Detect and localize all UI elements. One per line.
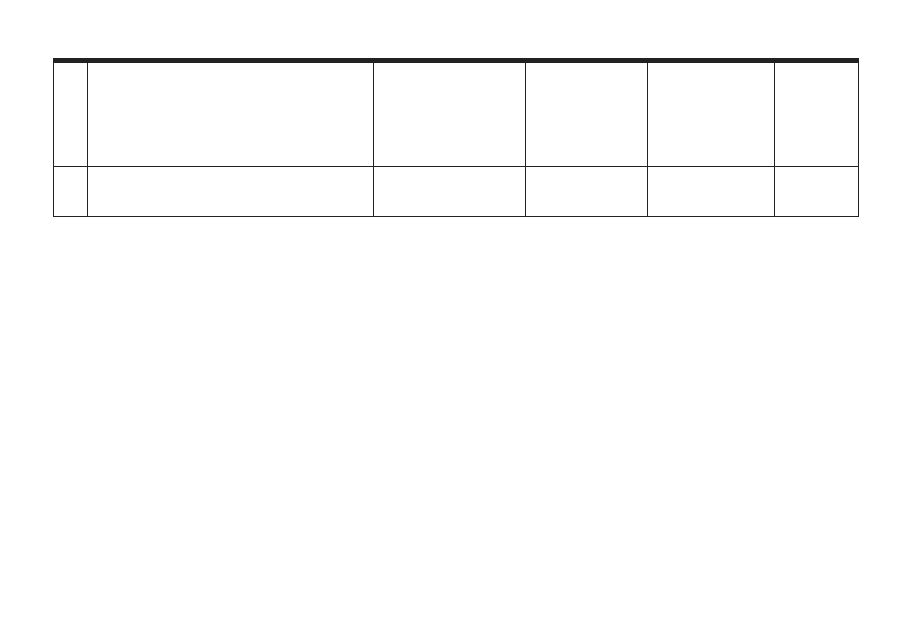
value-col-d (775, 167, 859, 217)
qty-col-c (648, 167, 775, 217)
qty-col-a (374, 167, 526, 217)
row-number (54, 167, 88, 217)
equipment-name (88, 167, 374, 217)
qty-col-b (526, 63, 648, 167)
equipment-name (88, 63, 374, 167)
section-4-extra (54, 63, 859, 217)
equipment-table (53, 58, 859, 217)
value-col-d (775, 63, 859, 167)
row-number (54, 63, 88, 167)
table-row (54, 167, 859, 217)
qty-col-a (374, 63, 526, 167)
table-row (54, 63, 859, 167)
qty-col-b (526, 167, 648, 217)
qty-col-c (648, 63, 775, 167)
